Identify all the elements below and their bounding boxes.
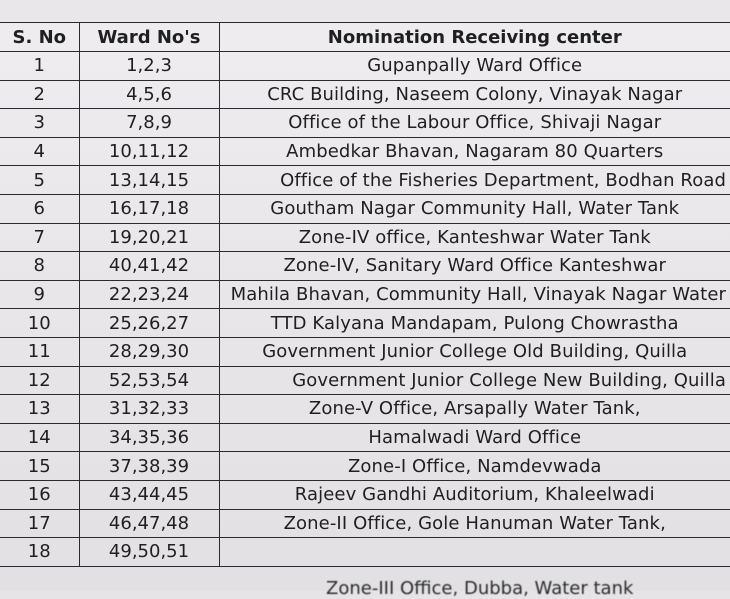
table-row xyxy=(0,509,730,538)
cell-ward-nos: 37,38,39 xyxy=(79,452,219,481)
cell-ward-nos: 46,47,48 xyxy=(79,509,219,538)
cell-sno: 15 xyxy=(0,452,79,481)
cell-sno: 16 xyxy=(0,480,79,509)
table-row xyxy=(0,309,730,338)
cell-sno: 7 xyxy=(0,223,79,252)
header-nomination-center: Nomination Receiving center xyxy=(219,23,730,52)
cell-sno: 17 xyxy=(0,509,79,538)
table-row xyxy=(0,252,730,281)
cell-sno: 14 xyxy=(0,423,79,452)
cell-ward-nos: 16,17,18 xyxy=(79,194,219,223)
cell-sno: 4 xyxy=(0,137,79,166)
cell-nomination-center: Zone-IV, Sanitary Ward Office Kanteshwar xyxy=(219,252,730,281)
table-row xyxy=(0,337,730,366)
cell-ward-nos: 43,44,45 xyxy=(79,480,219,509)
cell-ward-nos: 31,32,33 xyxy=(79,395,219,424)
cell-nomination-center: CRC Building, Naseem Colony, Vinayak Nagar xyxy=(219,80,730,109)
cell-nomination-center: Zone-I Office, Namdevwada xyxy=(219,452,730,481)
cell-nomination-center: Ambedkar Bhavan, Nagaram 80 Quarters xyxy=(219,137,730,166)
table-row xyxy=(0,280,730,309)
cell-nomination-center: Office of the Labour Office, Shivaji Nagar xyxy=(219,109,730,138)
cell-ward-nos: 22,23,24 xyxy=(79,280,219,309)
cell-sno: 11 xyxy=(0,337,79,366)
cell-sno: 2 xyxy=(0,80,79,109)
table-row xyxy=(0,80,730,109)
cell-sno: 10 xyxy=(0,309,79,338)
cutoff-row-text: Zone-III Office, Dubba, Water tank xyxy=(326,578,634,599)
cell-ward-nos: 49,50,51 xyxy=(79,538,219,567)
cell-nomination-center: Rajeev Gandhi Auditorium, Khaleelwadi xyxy=(219,480,730,509)
cell-sno: 12 xyxy=(0,366,79,395)
table-row xyxy=(0,395,730,424)
cell-ward-nos: 25,26,27 xyxy=(79,309,219,338)
cell-nomination-center: Gupanpally Ward Office xyxy=(219,52,730,81)
table-row xyxy=(0,137,730,166)
cell-sno: 1 xyxy=(0,52,79,81)
cell-sno: 13 xyxy=(0,395,79,424)
cell-ward-nos: 7,8,9 xyxy=(79,109,219,138)
cell-ward-nos: 1,2,3 xyxy=(79,52,219,81)
table-row xyxy=(0,109,730,138)
table-row xyxy=(0,452,730,481)
cell-sno: 5 xyxy=(0,166,79,195)
cell-nomination-center: Government Junior College New Building, Quilla xyxy=(219,366,730,395)
page-top-margin xyxy=(0,0,730,22)
cell-nomination-center: Zone-V Office, Arsapally Water Tank, xyxy=(219,395,730,424)
nomination-centers-table xyxy=(0,22,730,567)
cell-nomination-center: TTD Kalyana Mandapam, Pulong Chowrastha xyxy=(219,309,730,338)
table-row xyxy=(0,366,730,395)
table-row xyxy=(0,480,730,509)
cell-sno: 9 xyxy=(0,280,79,309)
header-sno: S. No xyxy=(0,23,79,52)
cell-nomination-center: Mahila Bhavan, Community Hall, Vinayak Nagar Water xyxy=(219,280,730,309)
cell-nomination-center: Zone-IV office, Kanteshwar Water Tank xyxy=(219,223,730,252)
cell-sno: 6 xyxy=(0,194,79,223)
cell-ward-nos: 52,53,54 xyxy=(79,366,219,395)
cell-ward-nos: 4,5,6 xyxy=(79,80,219,109)
cell-sno: 3 xyxy=(0,109,79,138)
cell-ward-nos: 28,29,30 xyxy=(79,337,219,366)
cell-ward-nos: 13,14,15 xyxy=(79,166,219,195)
cell-nomination-center: Office of the Fisheries Department, Bodhan Road xyxy=(219,166,730,195)
cell-ward-nos: 34,35,36 xyxy=(79,423,219,452)
cell-sno: 8 xyxy=(0,252,79,281)
table-row xyxy=(0,166,730,195)
cell-nomination-center xyxy=(219,538,730,567)
cell-sno: 18 xyxy=(0,538,79,567)
table-row xyxy=(0,423,730,452)
table-header-row xyxy=(0,23,730,52)
table-row xyxy=(0,52,730,81)
cell-ward-nos: 10,11,12 xyxy=(79,137,219,166)
cell-nomination-center: Goutham Nagar Community Hall, Water Tank xyxy=(219,194,730,223)
table-row xyxy=(0,194,730,223)
cell-nomination-center: Government Junior College Old Building, Quilla xyxy=(219,337,730,366)
cell-ward-nos: 19,20,21 xyxy=(79,223,219,252)
cell-nomination-center: Hamalwadi Ward Office xyxy=(219,423,730,452)
table-row xyxy=(0,223,730,252)
header-ward-nos: Ward No's xyxy=(79,23,219,52)
table-row xyxy=(0,538,730,567)
cell-ward-nos: 40,41,42 xyxy=(79,252,219,281)
cell-nomination-center: Zone-II Office, Gole Hanuman Water Tank, xyxy=(219,509,730,538)
